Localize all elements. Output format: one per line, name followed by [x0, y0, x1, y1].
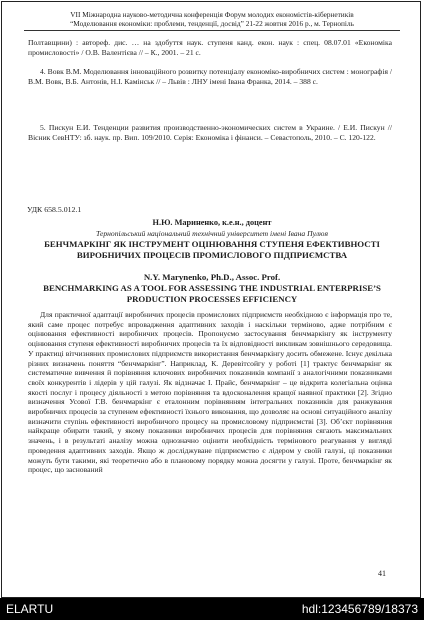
author-ua: Н.Ю. Мариненко, к.е.н., доцент	[152, 218, 272, 227]
page-number: 41	[378, 569, 386, 578]
author-en: N.Y. Marynenko, Ph.D., Assoc. Prof.	[143, 272, 281, 282]
footer-bar	[0, 598, 424, 620]
udk-code: УДК 658.5.012.1	[27, 205, 82, 214]
reference-5: 5. Пискун Е.И. Тенденции развития производственно-экономических систем в Украине. / Е.И. Пискун // Вісник СевНТУ: зб. наук. пр. Вип. 109/2010. Серія: Економіка і фінанси. – Севастополь, 2010. – С. 120-122.	[28, 123, 392, 142]
header-rule	[24, 30, 400, 31]
running-header	[24, 10, 400, 29]
title-ua: БЕНЧМАРКІНГ ЯК ІНСТРУМЕНТ ОЦІНЮВАННЯ СТУПЕНЯ ЕФЕКТИВНОСТІ ВИРОБНИЧИХ ПРОЦЕСІВ ПРОМИСЛОВОГО ПІДПРИЄМСТВА	[44, 239, 380, 260]
header-line-1: VII Міжнародна науково-методична конференція Форум молодих економістів-кібернетиків	[70, 10, 354, 19]
reference-4: 4. Вовк В.М. Моделювання інноваційного розвитку потенціалу економіко-виробничих систем : монографія / В.М. Вовк, В.Б. Антонів, Н.І. Камінськ // – Львів : ЛНУ імені Івана Франка, 2014. – 388 с.	[28, 67, 392, 86]
affiliation: Тернопільський національний технічний університет імені Івана Пулюя	[96, 229, 328, 238]
footer-handle[interactable]: hdl:123456789/18373	[301, 602, 418, 616]
footer-repository-name: ELARTU	[6, 602, 54, 616]
reference-continuation: Полтавщини) : автореф. дис. … на здобуття наук. ступеня канд. екон. наук : спец. 08.07.01 «Економіка промисловості» / О.В. Валентієва // – К., 2001. – 21 с.	[28, 38, 392, 57]
title-en: BENCHMARKING AS A TOOL FOR ASSESSING THE INDUSTRIAL ENTERPRISE’S PRODUCTION PROCESSES EFFICIENCY	[43, 283, 381, 304]
header-line-2: “Моделювання економіки: проблеми, тенденції, досвід” 21-22 жовтня 2016 р., м. Тернопіль	[70, 19, 354, 29]
article-body: Для практичної адаптації виробничих процесів промислових підприємств необхідною є інформація про те, який саме процес потребує впровадження адаптивних заходів і наскільки терміново, адже потрібним є оцінювання ефективності виробничих процесів. Пропонуємо застосування бенчмаркінгу як інструменту оцінювання ступеня ефективності виробничих процесів та їх відповідності викликам зовнішнього середовища. У практиці вітчизняних промислових підприємств використання бенчмаркінгу досить обмежене. Існує декілька різних визначень поняття “бенчмаркінг”. Наприклад, К. Деревітсойгу у роботі [1] трактує бенчмаркінг як систематичне вивчення й порівняння ключових виробничих показників компанії з аналогічними показниками своїх конкурентів і лідерів у цій галузі. Як відзначає І. Прайс, бенчмаркінг – це відкрита колегіальна оцінка якості послуг і процесу діяльності з метою порівняння та вдосконалення кращої наявної практики [2]. Згідно визначення Усової Г.В. бенчмаркінг є еталонним порівнянням інтегральних показників для ранжування виробничих процесів за ступенем ефективності їхнього виконання, що дозволяє на основі ситуаційного аналізу визначити ступінь ефективності виробничого процесу на промисловому підприємстві [3]. Об’єкт порівняння найкраще обирати такий, у якому показники виробничих процесів для порівняння сягають максимальних значень, і в результаті аналізу можна однозначно оцінити необхідність термінового реагування у вигляді проведення адаптивних заходів. Якщо ж досліджуване підприємство є лідером у своїй галузі, ці показники можуть бути такими, які теоретично або в плановому порядку можна досягти у галузі. Проте, бенчмаркінг як процес, що заснований	[28, 310, 392, 475]
